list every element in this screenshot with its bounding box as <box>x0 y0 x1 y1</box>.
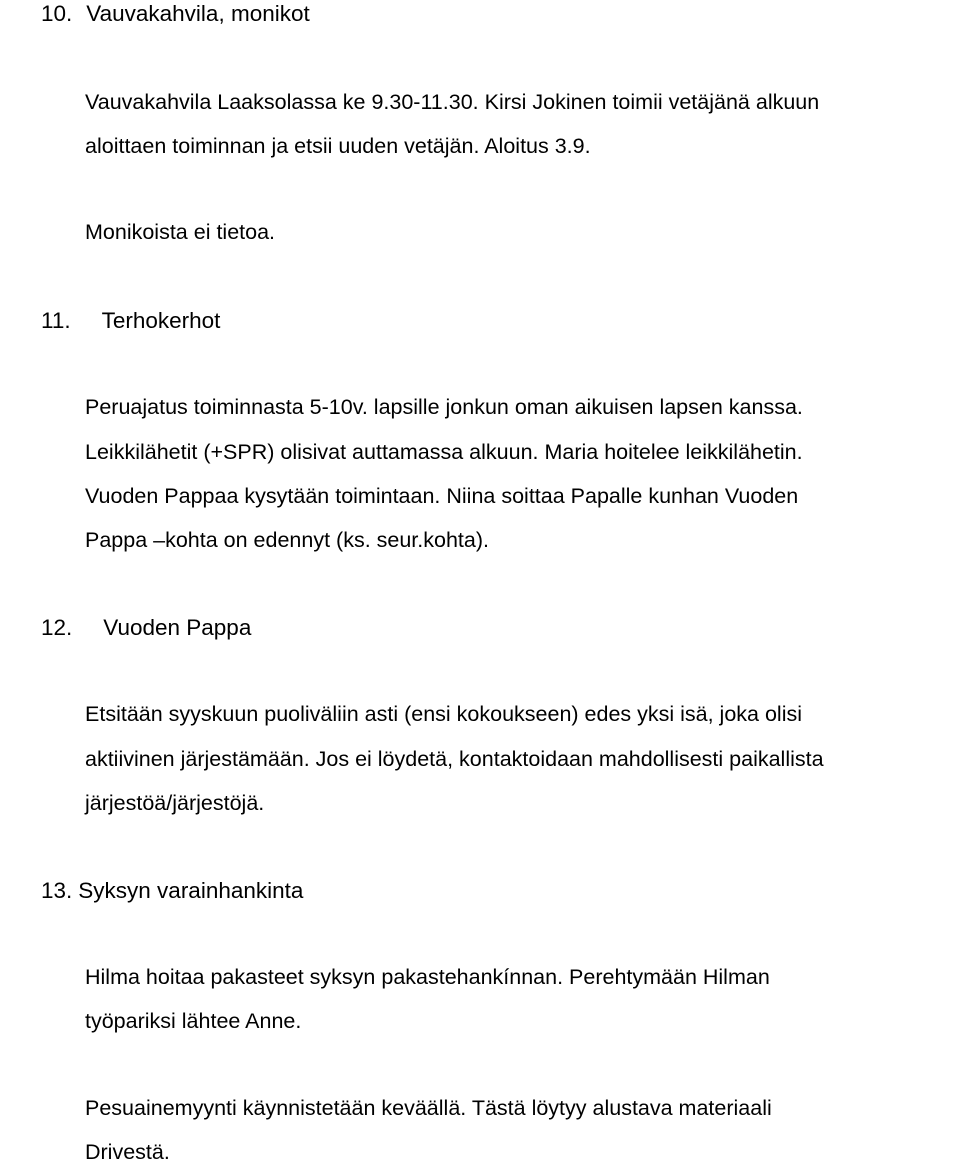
paragraph-line: Vauvakahvila Laaksolassa ke 9.30-11.30. Kirsi Jokinen toimii vetäjänä alkuun <box>85 90 820 114</box>
paragraph-line: Pappa –kohta on edennyt (ks. seur.kohta). <box>85 528 489 552</box>
section-number: 11. <box>41 308 71 333</box>
paragraph-line: Drivestä. <box>85 1140 170 1164</box>
paragraph-line: Hilma hoitaa pakasteet syksyn pakastehankínnan. Perehtymään Hilman <box>85 965 770 989</box>
paragraph-line: Monikoista ei tietoa. <box>85 220 276 244</box>
section-number: 13. <box>41 878 73 903</box>
paragraph-line: Pesuainemyynti käynnistetään keväällä. Tästä löytyy alustava materiaali <box>85 1096 772 1120</box>
paragraph-line: työpariksi lähtee Anne. <box>85 1009 302 1033</box>
paragraph-line: aloittaen toiminnan ja etsii uuden vetäjän. Aloitus 3.9. <box>85 134 591 158</box>
section-number: 10. <box>41 1 73 26</box>
paragraph-line: Etsitään syyskuun puoliväliin asti (ensi kokoukseen) edes yksi isä, joka olisi <box>85 702 803 726</box>
section-heading <box>41 880 303 903</box>
paragraph-line: Vuoden Pappaa kysytään toimintaan. Niina soittaa Papalle kunhan Vuoden <box>85 484 799 508</box>
section-title: Vuoden Pappa <box>103 615 252 640</box>
paragraph-line: Leikkilähetit (+SPR) olisivat auttamassa alkuun. Maria hoitelee leikkilähetin. <box>85 440 803 464</box>
section-title: Syksyn varainhankinta <box>78 878 304 903</box>
section-title: Terhokerhot <box>101 308 221 333</box>
section-number: 12. <box>41 615 73 640</box>
paragraph-line: aktiivinen järjestämään. Jos ei löydetä, kontaktoidaan mahdollisesti paikallista <box>85 747 824 771</box>
section-heading <box>41 3 310 26</box>
section-title: Vauvakahvila, monikot <box>86 1 310 26</box>
section-heading <box>41 310 220 333</box>
paragraph-line: järjestöä/järjestöjä. <box>85 791 265 815</box>
section-heading <box>41 617 251 640</box>
paragraph-line: Peruajatus toiminnasta 5-10v. lapsille jonkun oman aikuisen lapsen kanssa. <box>85 395 803 419</box>
